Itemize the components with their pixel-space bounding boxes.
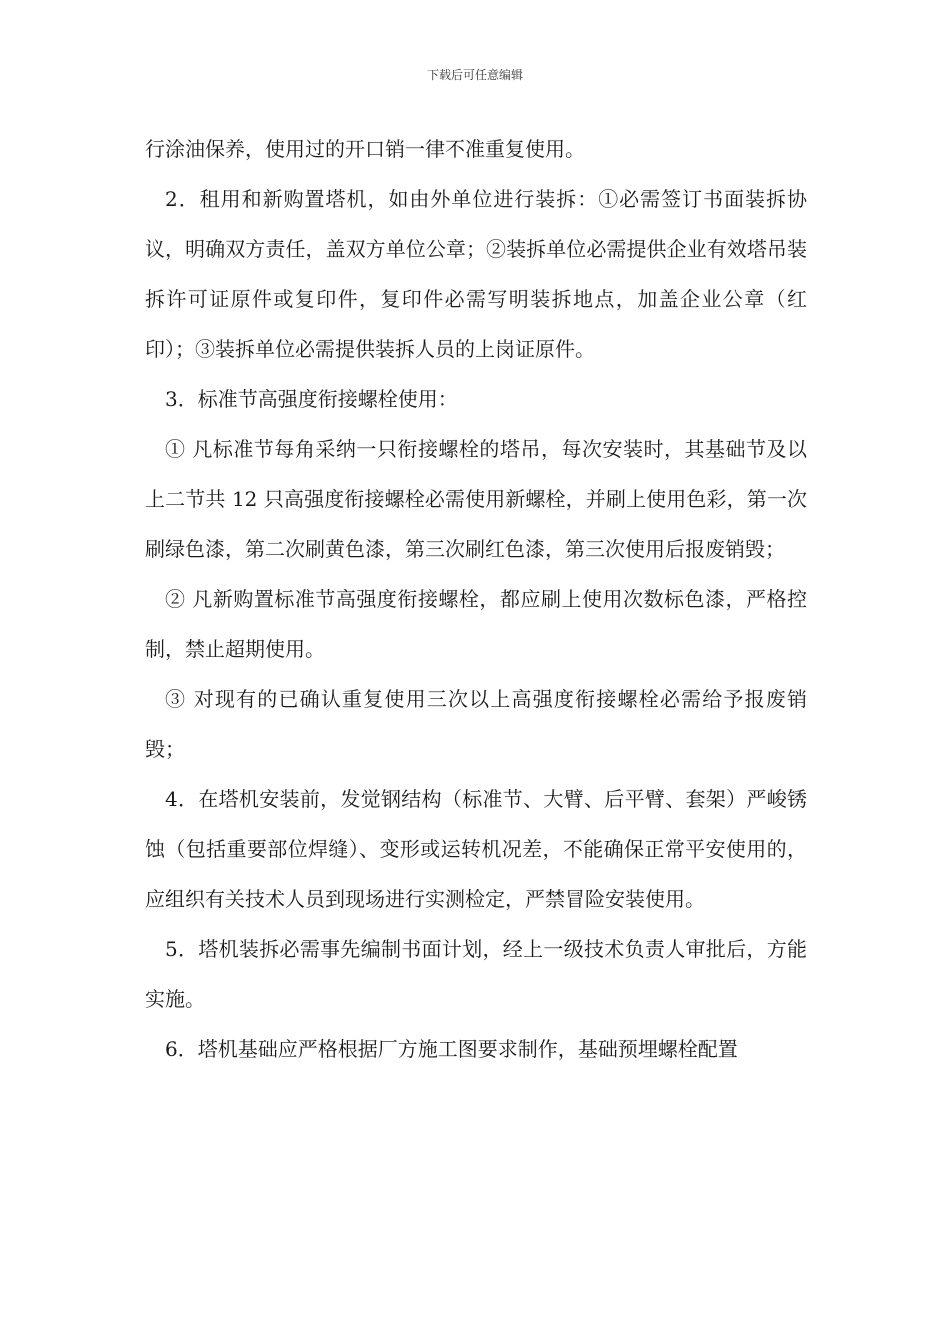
- paragraph-subitem-2: ② 凡新购置标准节高强度衔接螺栓，都应刷上使用次数标色漆，严格控制，禁止超期使用。: [145, 587, 807, 661]
- paragraph-continuation: 行涂油保养，使用过的开口销一律不准重复使用。: [145, 137, 585, 161]
- paragraph-subitem-1: ① 凡标准节每角采纳一只衔接螺栓的塔吊，每次安装时，其基础节及以上二节共 12 只高强度衔接螺栓必需使用新螺栓，并刷上使用色彩，第一次刷绿色漆，第二次刷黄色漆，第三次刷红色漆，第三次使用后报废销毁；: [145, 437, 807, 561]
- paragraph-item-5: 5．塔机装拆必需事先编制书面计划，经上一级技术负责人审批后，方能实施。: [145, 937, 807, 1011]
- paragraph-item-2: 2．租用和新购置塔机，如由外单位进行装拆：①必需签订书面装拆协议，明确双方责任，盖双方单位公章；②装拆单位必需提供企业有效塔吊装拆许可证原件或复印件，复印件必需写明装拆地点，加盖企业公章（红印）；③装拆单位必需提供装拆人员的上岗证原件。: [145, 187, 807, 361]
- paragraph-item-6: 6．塔机基础应严格根据厂方施工图要求制作，基础预埋螺栓配置: [165, 1037, 738, 1061]
- document-body: [145, 124, 807, 1074]
- page-header: 下载后可任意编辑: [426, 68, 523, 82]
- paragraph-item-3: 3．标准节高强度衔接螺栓使用：: [165, 387, 458, 411]
- paragraph-subitem-3: ③ 对现有的已确认重复使用三次以上高强度衔接螺栓必需给予报废销毁；: [145, 687, 807, 761]
- paragraph-item-4: 4．在塔机安装前，发觉钢结构（标准节、大臂、后平臂、套架）严峻锈蚀（包括重要部位焊缝）、变形或运转机况差，不能确保正常平安使用的，应组织有关技术人员到现场进行实测检定，严禁冒险安装使用。: [145, 787, 807, 911]
